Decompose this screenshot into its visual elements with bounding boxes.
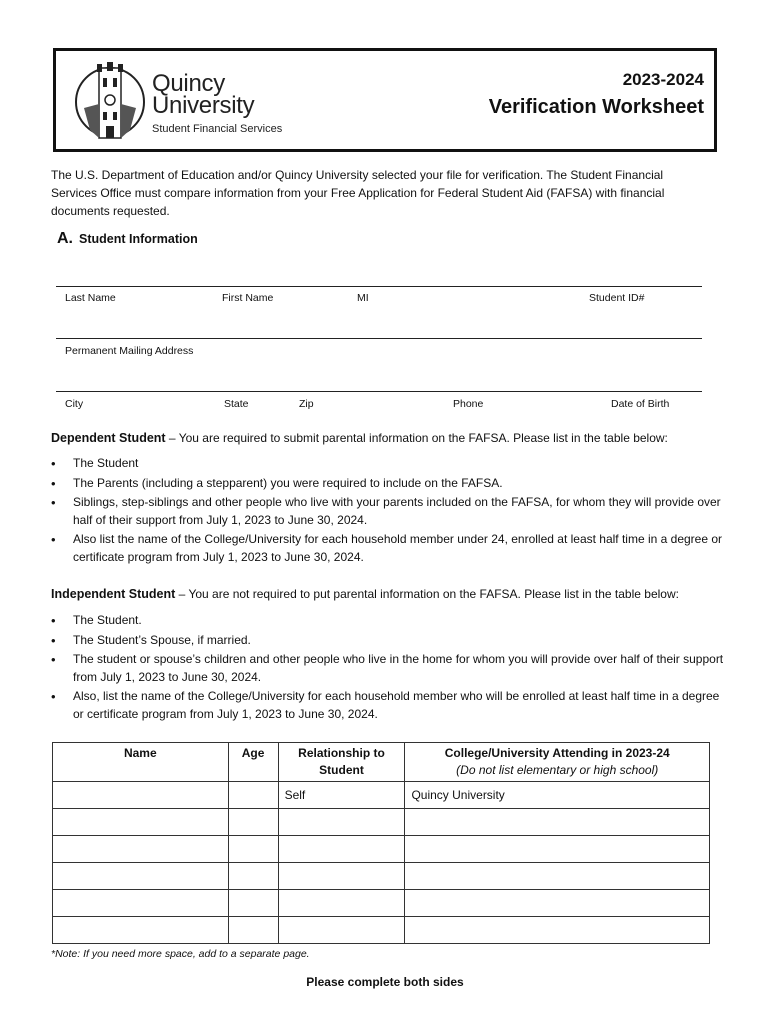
section-a-heading: [57, 230, 198, 248]
address-line[interactable]: [56, 338, 702, 339]
table-cell[interactable]: [53, 809, 229, 836]
name-line[interactable]: [56, 286, 702, 287]
table-cell[interactable]: [278, 890, 405, 917]
column-header-relationship: Relationship to Student: [278, 743, 405, 782]
college-header-label: College/University Attending in 2023-24: [444, 746, 670, 760]
table-cell[interactable]: [278, 809, 405, 836]
table-header-row: [53, 743, 710, 782]
table-cell[interactable]: [405, 836, 710, 863]
field-label-state: State: [224, 398, 249, 410]
table-cell[interactable]: [53, 782, 229, 809]
field-label-address: Permanent Mailing Address: [65, 345, 194, 357]
column-header-age: Age: [228, 743, 278, 782]
intro-paragraph: The U.S. Department of Education and/or Quincy University selected your file for verification. The Student Financial Services Office must compare information from your Free Application for Federal Student Aid (FAFSA) with financial documents requested.: [51, 168, 665, 218]
logo-name-line1: Quincy: [152, 70, 225, 97]
university-logo: [72, 60, 302, 142]
table-cell[interactable]: [228, 809, 278, 836]
dependent-text: – You are required to submit parental information on the FAFSA. Please list in the table below:: [165, 431, 668, 445]
section-letter: A.: [57, 230, 73, 247]
table-row: [53, 836, 710, 863]
list-item: • Also list the name of the College/University for each household member under 24, enrolled at least half time in a degree or certificate program from July 1, 2023 to June 30, 2024.: [51, 531, 731, 566]
field-label-dob: Date of Birth: [611, 398, 670, 410]
table-cell[interactable]: [405, 809, 710, 836]
table-cell[interactable]: [405, 890, 710, 917]
table-cell[interactable]: [228, 836, 278, 863]
list-item: • The student or spouse’s children and other people who live in the home for whom you will provide over half of their support from July 1, 2023 to June 30, 2024.: [51, 651, 731, 686]
table-cell[interactable]: [53, 836, 229, 863]
column-header-college: [405, 743, 710, 782]
field-label-student-id: Student ID#: [589, 292, 645, 304]
list-item: • Also, list the name of the College/University for each household member who will be enrolled at least half time in a degree or certificate program from July 1, 2023 to June 30, 2024.: [51, 688, 731, 723]
page-title: Verification Worksheet: [488, 96, 704, 118]
table-cell[interactable]: Self: [278, 782, 405, 809]
field-label-first-name: First Name: [222, 292, 274, 304]
independent-paragraph: [51, 587, 679, 601]
city-line[interactable]: [56, 391, 702, 392]
field-label-phone: Phone: [453, 398, 484, 410]
dependent-list: [51, 455, 731, 568]
table-row: [53, 782, 710, 809]
independent-text: – You are not required to put parental information on the FAFSA. Please list in the table below:: [175, 587, 679, 601]
list-item: • The Student: [51, 455, 731, 473]
table-cell[interactable]: [228, 890, 278, 917]
field-label-zip: Zip: [299, 398, 314, 410]
table-cell[interactable]: [278, 836, 405, 863]
table-row: [53, 863, 710, 890]
table-cell[interactable]: [405, 863, 710, 890]
table-cell[interactable]: [228, 917, 278, 944]
table-cell[interactable]: [53, 863, 229, 890]
table-row: [53, 809, 710, 836]
tower-seal-icon: [72, 60, 148, 142]
table-cell[interactable]: [53, 890, 229, 917]
field-label-city: City: [65, 398, 84, 410]
dependent-paragraph: [51, 431, 668, 445]
table-cell[interactable]: Quincy University: [405, 782, 710, 809]
table-cell[interactable]: [278, 863, 405, 890]
table-cell[interactable]: [228, 782, 278, 809]
table-cell[interactable]: [53, 917, 229, 944]
table-cell[interactable]: [278, 917, 405, 944]
table-cell[interactable]: [405, 917, 710, 944]
table-row: [53, 917, 710, 944]
dependent-heading: Dependent Student: [51, 431, 166, 445]
independent-list: [51, 612, 731, 725]
college-header-note: (Do not list elementary or high school): [456, 763, 659, 777]
table-row: [53, 890, 710, 917]
field-label-last-name: Last Name: [65, 292, 116, 304]
list-item: • Siblings, step-siblings and other people who live with your parents included on the FAFSA, for whom they will provide over half of their support from July 1, 2023 to June 30, 2024.: [51, 494, 731, 529]
field-label-mi: MI: [357, 292, 369, 304]
household-table: [52, 742, 710, 944]
independent-heading: Independent Student: [51, 587, 176, 601]
logo-name-line2: University: [152, 92, 255, 119]
list-item: • The Student.: [51, 612, 731, 630]
column-header-name: Name: [53, 743, 229, 782]
year-label: 2023-2024: [622, 70, 704, 89]
footer-text: Please complete both sides: [306, 975, 464, 989]
section-title: Student Information: [79, 232, 198, 246]
list-item: • The Student’s Spouse, if married.: [51, 632, 731, 650]
logo-subtitle: Student Financial Services: [152, 123, 283, 135]
list-item: • The Parents (including a stepparent) you were required to include on the FAFSA.: [51, 475, 731, 493]
table-note: *Note: If you need more space, add to a separate page.: [51, 948, 310, 960]
table-cell[interactable]: [228, 863, 278, 890]
